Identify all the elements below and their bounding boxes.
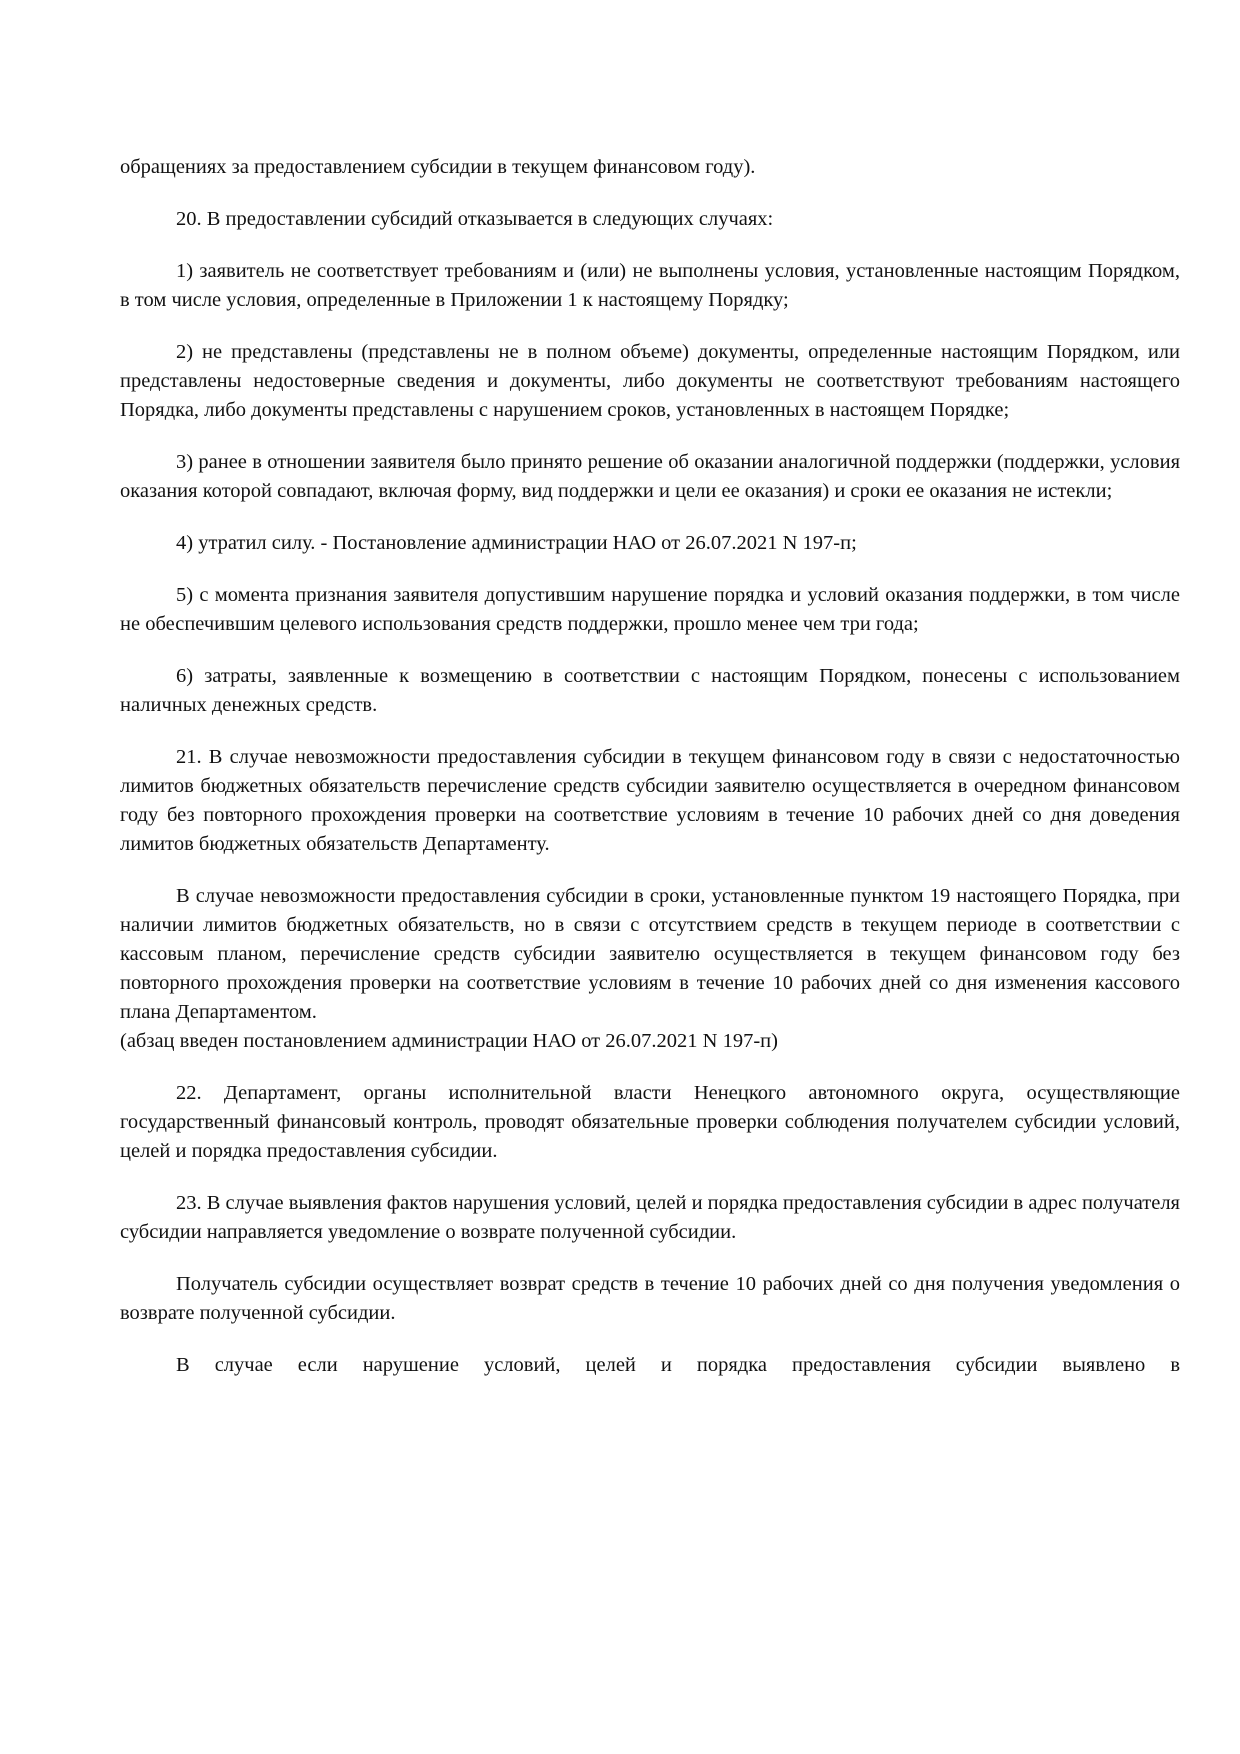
paragraph-item-20: 20. В предоставлении субсидий отказывается в следующих случаях: (176, 208, 774, 230)
paragraph-subitem-6: 6) затраты, заявленные к возмещению в соответствии с настоящим Порядком, понесены с использованием наличных денежных средств. (120, 665, 1180, 716)
amendment-note: (абзац введен постановлением администрации НАО от 26.07.2021 N 197-п) (120, 1030, 778, 1052)
paragraph-item-23-part-3: В случае если нарушение условий, целей и порядка предоставления субсидии выявлено в (176, 1354, 1180, 1376)
paragraph-item-22: 22. Департамент, органы исполнительной власти Ненецкого автономного округа, осуществляющие государственный финансовый контроль, проводят обязательные проверки соблюдения получателем субсидии условий, целей и порядка предоставления субсидии. (120, 1082, 1180, 1162)
paragraph-continuation: обращениях за предоставлением субсидии в текущем финансовом году). (120, 156, 756, 178)
document-page (120, 153, 1180, 1403)
paragraph-item-23-part-2: Получатель субсидии осуществляет возврат средств в течение 10 рабочих дней со дня получения уведомления о возврате полученной субсидии. (120, 1273, 1180, 1324)
paragraph-item-21: 21. В случае невозможности предоставления субсидии в текущем финансовом году в связи с недостаточностью лимитов бюджетных обязательств перечисление средств субсидии заявителю осуществляется в очередном финансовом году без повторного прохождения проверки на соответствие условиям в течение 10 рабочих дней со дня доведения лимитов бюджетных обязательств Департаменту. (120, 746, 1180, 855)
paragraph-subitem-1: 1) заявитель не соответствует требованиям и (или) не выполнены условия, установленные настоящим Порядком, в том числе условия, определенные в Приложении 1 к настоящему Порядку; (120, 260, 1180, 311)
paragraph-subitem-2: 2) не представлены (представлены не в полном объеме) документы, определенные настоящим Порядком, или представлены недостоверные сведения и документы, либо документы не соответствуют требованиям настоящего Порядка, либо документы представлены с нарушением сроков, установленных в настоящем Порядке; (120, 341, 1180, 421)
paragraph-item-23: 23. В случае выявления фактов нарушения условий, целей и порядка предоставления субсидии в адрес получателя субсидии направляется уведомление о возврате полученной субсидии. (120, 1192, 1180, 1243)
paragraph-subitem-3: 3) ранее в отношении заявителя было принято решение об оказании аналогичной поддержки (поддержки, условия оказания которой совпадают, включая форму, вид поддержки и цели ее оказания) и сроки ее оказания не истекли; (120, 451, 1180, 502)
paragraph-item-21-part-2: В случае невозможности предоставления субсидии в сроки, установленные пунктом 19 настоящего Порядка, при наличии лимитов бюджетных обязательств, но в связи с отсутствием средств в текущем периоде в соответствии с кассовым планом, перечисление средств субсидии заявителю осуществляется в текущем финансовом году без повторного прохождения проверки на соответствие условиям в течение 10 рабочих дней со дня изменения кассового плана Департаментом. (120, 885, 1180, 1023)
paragraph-subitem-4: 4) утратил силу. - Постановление администрации НАО от 26.07.2021 N 197-п; (176, 532, 857, 554)
paragraph-subitem-5: 5) с момента признания заявителя допустившим нарушение порядка и условий оказания поддержки, в том числе не обеспечившим целевого использования средств поддержки, прошло менее чем три года; (120, 584, 1180, 635)
